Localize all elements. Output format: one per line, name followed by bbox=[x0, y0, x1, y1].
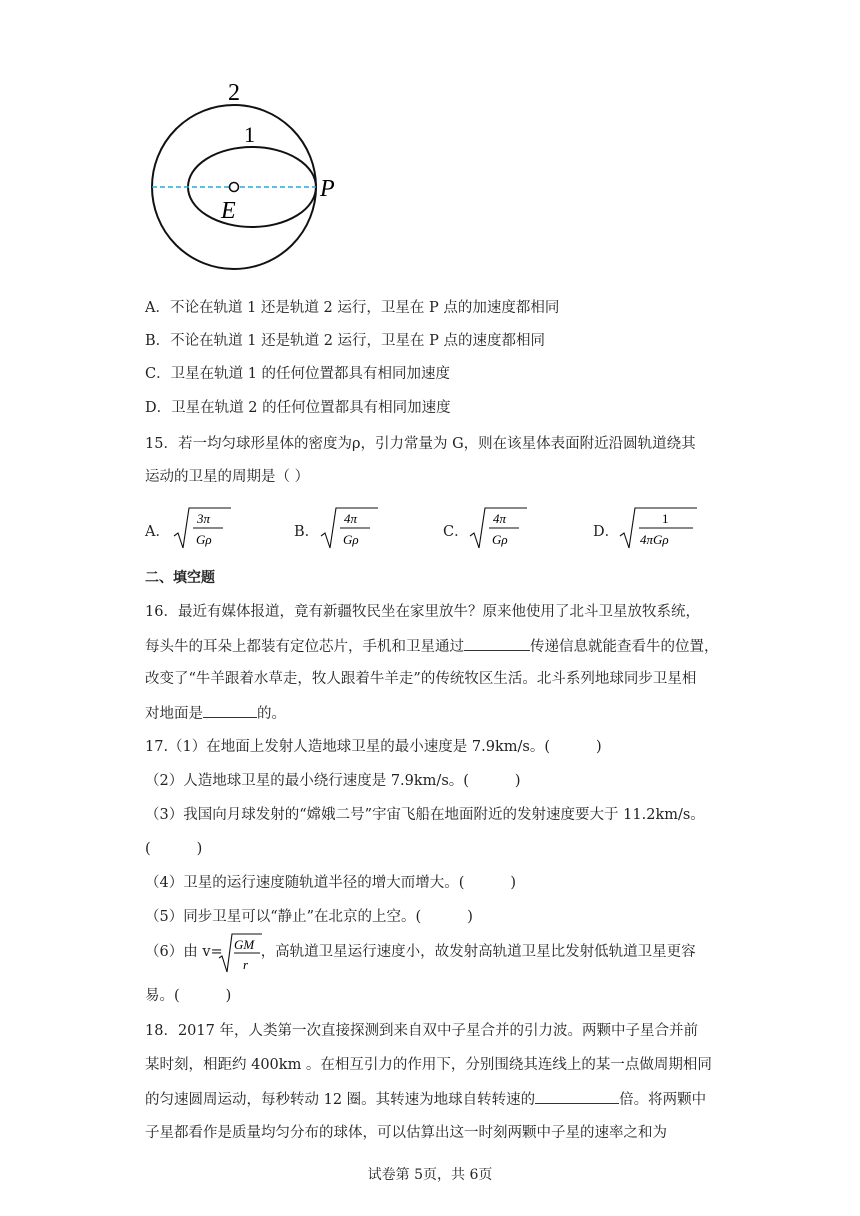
sqrt-fraction bbox=[469, 506, 529, 552]
q17-text: （6）由 v= bbox=[145, 944, 223, 960]
q17-text: 易。( bbox=[145, 988, 180, 1004]
close-paren: ) bbox=[510, 875, 517, 891]
q16-line-4 bbox=[145, 703, 286, 724]
q18-line-4: 子星都看作是质量均匀分布的球体，可以估算出这一时刻两颗中子星的速率之和为 bbox=[145, 1125, 667, 1141]
denominator: Gρ bbox=[492, 532, 508, 547]
denominator: Gρ bbox=[196, 532, 212, 547]
q15-option-b bbox=[294, 506, 384, 552]
q17-text: （4）卫星的运行速度随轨道半径的增大而增大。( bbox=[145, 875, 465, 891]
q17-statement-3: （3）我国向月球发射的“嫦娥二号”宇宙飞船在地面附近的发射速度要大于 11.2km/s。 bbox=[145, 807, 705, 823]
page-footer: 试卷第 5页，共 6页 bbox=[367, 1167, 493, 1183]
numerator: 3π bbox=[197, 511, 211, 526]
q15-line-2: 运动的卫星的周期是（ ） bbox=[145, 469, 310, 485]
option-label: B． bbox=[294, 524, 320, 540]
orbit-1-label: 1 bbox=[244, 122, 255, 147]
q18-line-3 bbox=[145, 1089, 706, 1110]
numerator: 4π bbox=[344, 511, 358, 526]
q16-text: 传递信息就能查看牛的位置， bbox=[530, 639, 719, 655]
q18-text: 倍。将两颗中 bbox=[619, 1092, 707, 1108]
earth-label: E bbox=[221, 198, 236, 224]
q17-text: ( bbox=[145, 841, 151, 857]
denominator: r bbox=[243, 957, 249, 972]
q15-option-d bbox=[593, 506, 703, 552]
q14-option-d: D．卫星在轨道 2 的任何位置都具有相同加速度 bbox=[145, 400, 451, 416]
q17-statement-5 bbox=[145, 907, 473, 927]
q14-option-b: B．不论在轨道 1 还是轨道 2 运行，卫星在 P 点的速度都相同 bbox=[145, 333, 546, 349]
option-label: C． bbox=[443, 524, 469, 540]
close-paren: ) bbox=[467, 909, 473, 925]
q17-text: ，高轨道卫星运行速度小，故发射高轨道卫星比发射低轨道卫星更容 bbox=[260, 944, 696, 960]
orbit-diagram bbox=[0, 0, 860, 300]
sqrt-gm-over-r bbox=[218, 932, 264, 976]
q17-statement-4 bbox=[145, 873, 516, 893]
orbit-2-label: 2 bbox=[228, 80, 240, 106]
q15-line-1: 15．若一均匀球形星体的密度为ρ，引力常量为 G，则在该星体表面附近沿圆轨道绕其 bbox=[145, 436, 696, 452]
earth-point bbox=[230, 183, 239, 192]
sqrt-fraction bbox=[619, 506, 699, 552]
q18-line-2: 某时刻，相距约 400km 。在相互引力的作用下，分别围绕其连线上的某一点做周期相同 bbox=[145, 1057, 712, 1073]
q17-statement-3-paren bbox=[145, 839, 202, 859]
denominator: Gρ bbox=[343, 532, 359, 547]
q16-text: 对地面是 bbox=[145, 706, 203, 722]
option-label: A． bbox=[145, 524, 170, 540]
q17-statement-6-end bbox=[145, 986, 231, 1006]
q17-statement-1 bbox=[145, 737, 602, 757]
section-heading: 二、填空题 bbox=[145, 570, 215, 586]
answer-blank[interactable] bbox=[535, 1089, 619, 1104]
numerator: GM bbox=[234, 937, 255, 952]
numerator: 4π bbox=[493, 511, 507, 526]
option-label: D． bbox=[593, 524, 620, 540]
sqrt-fraction bbox=[320, 506, 380, 552]
q17-text: （5）同步卫星可以“静止”在北京的上空。( bbox=[145, 909, 422, 925]
q15-option-a bbox=[145, 506, 235, 552]
answer-blank[interactable] bbox=[203, 703, 257, 718]
close-paren: ) bbox=[196, 841, 203, 857]
q17-statement-2 bbox=[145, 771, 521, 791]
denominator: 4πGρ bbox=[640, 532, 669, 547]
numerator: 1 bbox=[662, 511, 669, 526]
q14-option-c: C．卫星在轨道 1 的任何位置都具有相同加速度 bbox=[145, 366, 451, 382]
q16-line-2 bbox=[145, 636, 719, 657]
q16-line-3: 改变了“牛羊跟着水草走，牧人跟着牛羊走”的传统牧区生活。北斗系列地球同步卫星相 bbox=[145, 671, 697, 687]
point-p-label: P bbox=[320, 176, 335, 202]
q17-text: （2）人造地球卫星的最小绕行速度是 7.9km/s。( bbox=[145, 773, 469, 789]
q17-text: 17.（1）在地面上发射人造地球卫星的最小速度是 7.9km/s。( bbox=[145, 739, 550, 755]
q18-line-1: 18．2017 年，人类第一次直接探测到来自双中子星合并的引力波。两颗中子星合并前 bbox=[145, 1023, 698, 1039]
q18-text: 的匀速圆周运动，每秒转动 12 圈。其转速为地球自转转速的 bbox=[145, 1092, 536, 1108]
close-paren: ) bbox=[514, 773, 521, 789]
sqrt-fraction bbox=[173, 506, 233, 552]
close-paren: ) bbox=[595, 739, 602, 755]
q15-option-c bbox=[443, 506, 533, 552]
answer-blank[interactable] bbox=[464, 636, 530, 651]
q14-option-a: A．不论在轨道 1 还是轨道 2 运行，卫星在 P 点的加速度都相同 bbox=[145, 300, 560, 316]
q16-text: 每头牛的耳朵上都装有定位芯片，手机和卫星通过 bbox=[145, 639, 464, 655]
close-paren: ) bbox=[225, 988, 232, 1004]
q16-text: 的。 bbox=[257, 706, 286, 722]
q16-line-1: 16．最近有媒体报道，竟有新疆牧民坐在家里放牛？原来他使用了北斗卫星放牧系统， bbox=[145, 604, 700, 620]
